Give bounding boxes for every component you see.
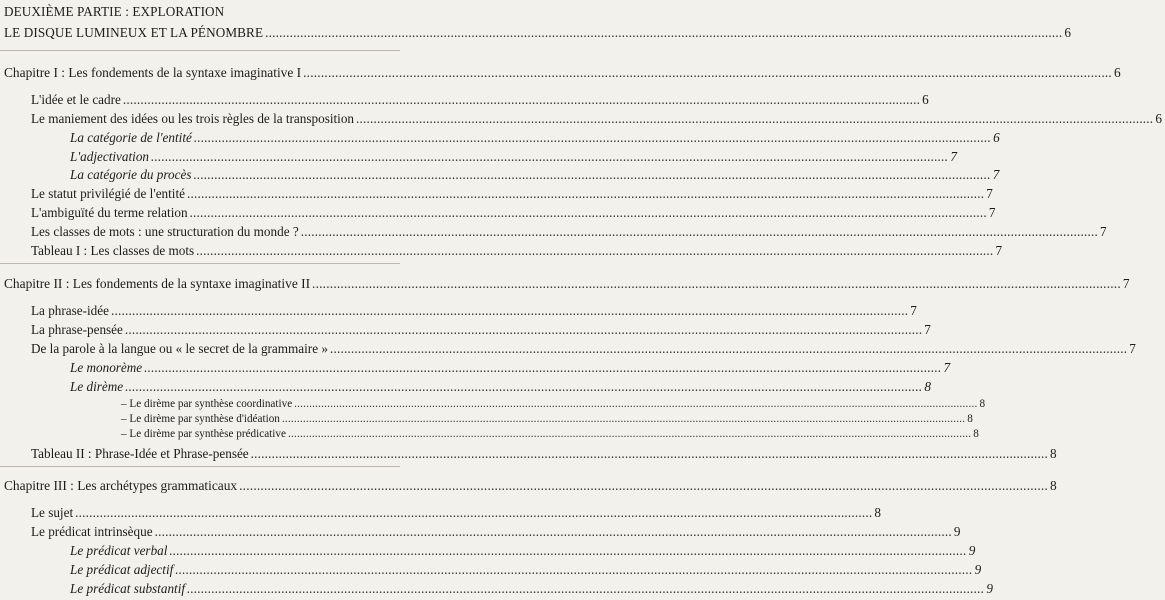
toc-entry[interactable] bbox=[31, 204, 996, 222]
toc-entry-page-number: 7 bbox=[992, 167, 1000, 182]
leader-dots bbox=[265, 24, 1062, 42]
leader-dots bbox=[125, 321, 922, 339]
toc-entry-page-number: 8 bbox=[874, 505, 882, 520]
leader-dots bbox=[194, 129, 991, 147]
toc-entry-page-number: 7 bbox=[995, 243, 1003, 258]
toc-entry-page-number: 7 bbox=[943, 360, 951, 375]
toc-entry-label: La phrase-idée bbox=[31, 303, 109, 318]
toc-entry-label: – Le dirème par synthèse d'idéation bbox=[121, 413, 280, 425]
chapter-title-text: Chapitre III : Les archétypes grammaticaux bbox=[4, 478, 238, 493]
toc-entry-label: L'idée et le cadre bbox=[31, 92, 121, 107]
toc-entry-label: La phrase-pensée bbox=[31, 322, 123, 337]
toc-entry-page-number: 7 bbox=[986, 186, 993, 201]
toc-entry-page-number: 8 bbox=[1049, 446, 1057, 461]
chapter-3-title[interactable] bbox=[4, 477, 1057, 495]
leader-dots bbox=[169, 542, 966, 560]
toc-subsubentry[interactable] bbox=[121, 425, 979, 443]
toc-entry[interactable] bbox=[31, 523, 961, 541]
leader-dots bbox=[190, 204, 987, 222]
toc-entry-label: Le prédicat substantif bbox=[70, 581, 186, 596]
toc-entry-label: Le prédicat adjectif bbox=[70, 562, 174, 577]
toc-subentry[interactable] bbox=[70, 129, 1000, 147]
chapter-2-title[interactable] bbox=[4, 275, 1130, 293]
part-title-text: DEUXIÈME PARTIE : EXPLORATION bbox=[4, 4, 225, 19]
toc-entry-page-number: 8 bbox=[967, 413, 973, 425]
toc-entry-page-number: 6 bbox=[993, 130, 1000, 145]
leader-dots bbox=[75, 504, 872, 522]
leader-dots bbox=[312, 275, 1121, 293]
part-subtitle-entry[interactable] bbox=[4, 24, 1072, 42]
toc-entry-label: La catégorie du procès bbox=[70, 167, 192, 182]
leader-dots bbox=[251, 445, 1048, 463]
toc-entry-page-number: 8 bbox=[924, 379, 931, 394]
leader-dots bbox=[356, 110, 1153, 128]
chapter-title-text: Chapitre I : Les fondements de la syntaxe imaginative I bbox=[4, 65, 302, 80]
leader-dots bbox=[330, 340, 1127, 358]
toc-entry-label: De la parole à la langue ou « le secret de la grammaire » bbox=[31, 341, 328, 356]
toc-entry-label: Le monorème bbox=[70, 360, 143, 375]
toc-entry-page-number: 7 bbox=[950, 149, 957, 164]
toc-entry-label: – Le dirème par synthèse prédicative bbox=[121, 428, 286, 440]
leader-dots bbox=[193, 166, 990, 184]
toc-entry-label: – Le dirème par synthèse coordinative bbox=[121, 398, 293, 410]
toc-entry-page-number: 9 bbox=[968, 543, 976, 558]
toc-entry-label: Tableau I : Les classes de mots bbox=[31, 243, 195, 258]
toc-subentry[interactable] bbox=[70, 359, 951, 377]
part-subtitle-text: LE DISQUE LUMINEUX ET LA PÉNOMBRE bbox=[4, 25, 264, 40]
leader-dots bbox=[187, 580, 984, 598]
toc-entry[interactable] bbox=[31, 321, 931, 339]
section-divider bbox=[0, 50, 400, 51]
toc-entry-label: Les classes de mots : une structuration du monde ? bbox=[31, 224, 299, 239]
leader-dots bbox=[175, 561, 972, 579]
toc-entry-page-number: 9 bbox=[986, 581, 993, 596]
toc-entry-label: Le dirème bbox=[70, 379, 124, 394]
leader-dots bbox=[239, 477, 1048, 495]
leader-dots bbox=[123, 91, 920, 109]
part-subtitle-page-number: 6 bbox=[1064, 25, 1072, 40]
leader-dots bbox=[301, 223, 1098, 241]
toc-entry-page-number: 7 bbox=[910, 303, 917, 318]
leader-dots bbox=[288, 425, 971, 443]
toc-entry[interactable] bbox=[31, 302, 917, 320]
toc-subentry[interactable] bbox=[70, 166, 1000, 184]
toc-subentry[interactable] bbox=[70, 378, 931, 396]
toc-entry-label: L'adjectivation bbox=[70, 149, 150, 164]
toc-entry-page-number: 8 bbox=[973, 428, 979, 440]
toc-entry[interactable] bbox=[31, 223, 1107, 241]
chapter-page-number: 7 bbox=[1122, 276, 1130, 291]
leader-dots bbox=[151, 148, 948, 166]
chapter-page-number: 6 bbox=[1113, 65, 1121, 80]
toc-entry-label: La catégorie de l'entité bbox=[70, 130, 192, 145]
toc-entry[interactable] bbox=[31, 504, 882, 522]
toc-entry-page-number: 7 bbox=[1129, 341, 1136, 356]
toc-entry-label: L'ambiguïté du terme relation bbox=[31, 205, 188, 220]
toc-entry-page-number: 9 bbox=[974, 562, 982, 577]
toc-entry-label: Le maniement des idées ou les trois règles de la transposition bbox=[31, 111, 355, 126]
toc-subentry[interactable] bbox=[70, 561, 982, 579]
toc-entry[interactable] bbox=[31, 185, 993, 203]
part-title bbox=[4, 3, 408, 21]
toc-entry-page-number: 6 bbox=[922, 92, 929, 107]
toc-entry-page-number: 9 bbox=[953, 524, 961, 539]
toc-entry-page-number: 6 bbox=[1155, 111, 1162, 126]
section-divider bbox=[0, 263, 400, 264]
toc-subentry[interactable] bbox=[70, 580, 993, 598]
toc-entry-label: Le prédicat verbal bbox=[70, 543, 168, 558]
toc-entry-label: Le sujet bbox=[31, 505, 74, 520]
leader-dots bbox=[303, 64, 1112, 82]
toc-entry-label: Tableau II : Phrase-Idée et Phrase-pensée bbox=[31, 446, 249, 461]
toc-entry[interactable] bbox=[31, 445, 1057, 463]
toc-entry[interactable] bbox=[31, 340, 1136, 358]
leader-dots bbox=[111, 302, 908, 320]
toc-subentry[interactable] bbox=[70, 542, 976, 560]
leader-dots bbox=[196, 242, 993, 260]
chapter-title-text: Chapitre II : Les fondements de la syntaxe imaginative II bbox=[4, 276, 311, 291]
toc-entry[interactable] bbox=[31, 91, 929, 109]
toc-entry-page-number: 7 bbox=[924, 322, 931, 337]
leader-dots bbox=[144, 359, 941, 377]
toc-entry-page-number: 7 bbox=[1100, 224, 1107, 239]
toc-entry-label: Le statut privilégié de l'entité bbox=[31, 186, 185, 201]
toc-entry-page-number: 7 bbox=[988, 205, 996, 220]
chapter-page-number: 8 bbox=[1050, 478, 1057, 493]
leader-dots bbox=[187, 185, 984, 203]
toc-entry-label: Le prédicat intrinsèque bbox=[31, 524, 153, 539]
section-divider bbox=[0, 466, 400, 467]
leader-dots bbox=[155, 523, 952, 541]
leader-dots bbox=[125, 378, 922, 396]
toc-entry[interactable] bbox=[31, 110, 1162, 128]
toc-entry-page-number: 8 bbox=[979, 398, 986, 410]
chapter-1-title[interactable] bbox=[4, 64, 1121, 82]
toc-subentry[interactable] bbox=[70, 148, 957, 166]
toc-entry[interactable] bbox=[31, 242, 1003, 260]
